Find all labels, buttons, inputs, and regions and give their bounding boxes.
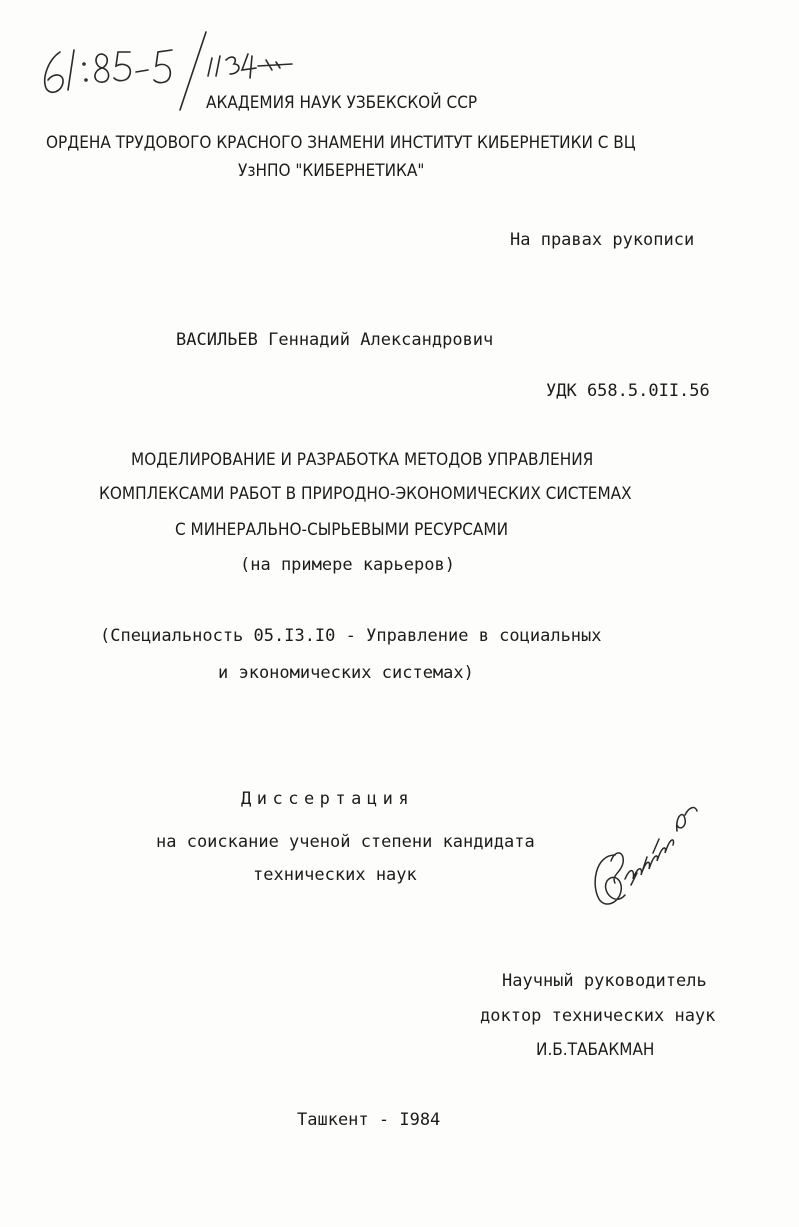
degree-line: на соискание ученой степени кандидата [156,832,535,852]
supervisor-name: И.Б.ТАБАКМАН [536,1040,655,1060]
institute-header: ОРДЕНА ТРУДОВОГО КРАСНОГО ЗНАМЕНИ ИНСТИТУТ КИБЕРНЕТИКИ С ВЦ [46,133,636,153]
organization-header: УзНПО "КИБЕРНЕТИКА" [238,161,425,181]
dissertation-subtitle: (на примере карьеров) [240,555,455,575]
dissertation-title-line: МОДЕЛИРОВАНИЕ И РАЗРАБОТКА МЕТОДОВ УПРАВЛЕНИЯ [131,450,594,470]
academy-header: АКАДЕМИЯ НАУК УЗБЕКСКОЙ ССР [206,93,478,113]
udc-code: УДК 658.5.0II.56 [546,381,710,401]
document-type: Диссертация [241,789,415,809]
manuscript-rights-note: На правах рукописи [510,230,695,250]
degree-line: технических наук [253,865,417,885]
dissertation-title-line: КОМПЛЕКСАМИ РАБОТ В ПРИРОДНО-ЭКОНОМИЧЕСКИХ СИСТЕМАХ [99,484,632,504]
author-name: ВАСИЛЬЕВ Геннадий Александрович [176,330,494,350]
specialty-line: и экономических системах) [218,663,474,683]
city-and-year: Ташкент - I984 [297,1110,441,1130]
dissertation-title-line: С МИНЕРАЛЬНО-СЫРЬЕВЫМИ РЕСУРСАМИ [175,520,509,540]
supervisor-label: Научный руководитель [502,971,707,991]
specialty-line: (Специальность 05.I3.I0 - Управление в социальных [100,626,602,646]
handwritten-signature [585,795,705,915]
supervisor-degree: доктор технических наук [480,1006,716,1026]
